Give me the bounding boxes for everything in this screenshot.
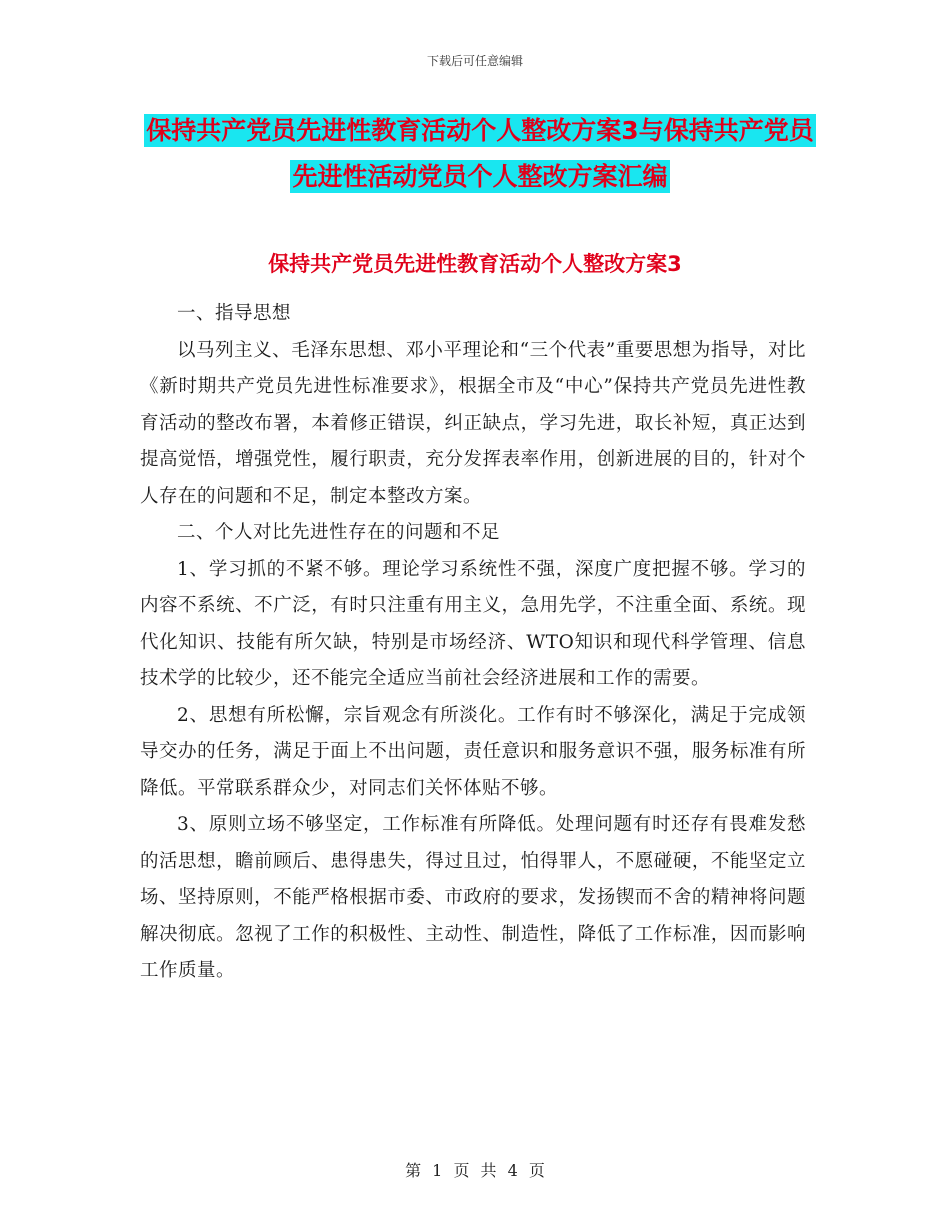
- paragraph-heading-2: 二、个人对比先进性存在的问题和不足: [177, 522, 501, 543]
- page-number-footer: 第 1 页 共 4 页: [405, 1161, 545, 1180]
- document-body: [140, 296, 806, 990]
- header-note: 下载后可任意编辑: [426, 54, 523, 68]
- paragraph: 2、思想有所松懈，宗旨观念有所淡化。工作有时不够深化，满足于完成领导交办的任务，满足于面上不出问题，责任意识和服务意识不强，服务标准有所降低。平常联系群众少，对同志们关怀体贴不够。: [140, 704, 806, 799]
- paragraph: 1、学习抓的不紧不够。理论学习系统性不强，深度广度把握不够。学习的内容不系统、不广泛，有时只注重有用主义，急用先学，不注重全面、系统。现代化知识、技能有所欠缺，特别是市场经济、WTO知识和现代科学管理、信息技术学的比较少，还不能完全适应当前社会经济进展和工作的需要。: [140, 558, 806, 689]
- main-title-highlight: 保持共产党员先进性教育活动个人整改方案3与保持共产党员先进性活动党员个人整改方案汇编: [146, 116, 814, 191]
- paragraph: 以马列主义、毛泽东思想、邓小平理论和“三个代表”重要思想为指导，对比《新时期共产党员先进性标准要求》，根据全市及“中心”保持共产党员先进性教育活动的整改布署，本着修正错误，纠正缺点，学习先进，取长补短，真正达到提高觉悟，增强党性，履行职责，充分发挥表率作用，创新进展的目的，针对个人存在的问题和不足，制定本整改方案。: [140, 339, 806, 507]
- paragraph: 3、原则立场不够坚定，工作标准有所降低。处理问题有时还存有畏难发愁的活思想，瞻前顾后、患得患失，得过且过，怕得罪人，不愿碰硬，不能坚定立场、坚持原则，不能严格根据市委、市政府的要求，发扬锲而不舍的精神将问题解决彻底。忽视了工作的积极性、主动性、制造性，降低了工作标准，因而影响工作质量。: [140, 814, 806, 981]
- paragraph-heading-1: 一、指导思想: [177, 303, 292, 324]
- document-main-title: [140, 108, 820, 200]
- section-title: 保持共产党员先进性教育活动个人整改方案3: [268, 252, 682, 276]
